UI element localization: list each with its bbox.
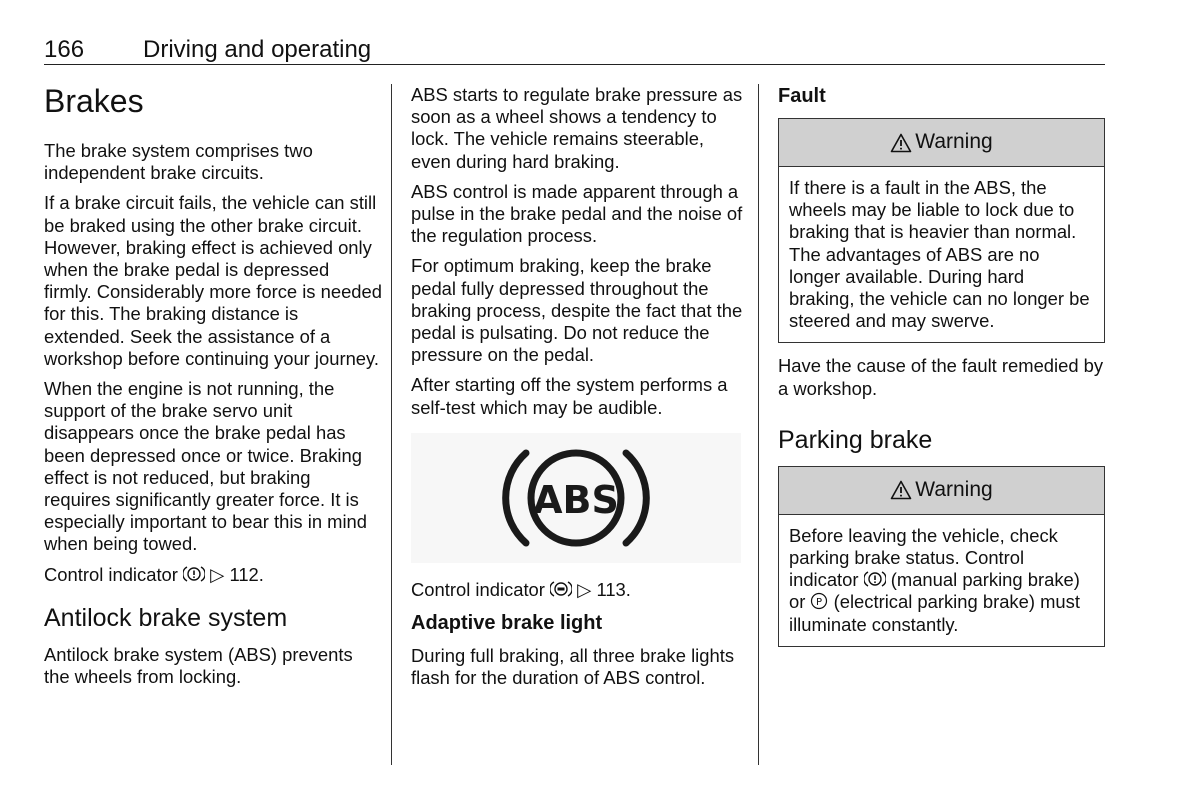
arrow-icon: ▷ (577, 578, 592, 600)
warning-box (778, 466, 1105, 647)
page-number: 166 (44, 36, 85, 63)
ci-label: Control indicator (411, 578, 545, 600)
warning-body (779, 515, 1104, 646)
control-indicator-ref (411, 579, 749, 601)
column-divider (391, 84, 392, 765)
brake-indicator-icon (183, 565, 205, 583)
paragraph: After starting off the system performs a self-test which may be audible. (411, 374, 728, 418)
page-reference[interactable]: 112. (229, 563, 264, 585)
abs-symbol-text: ABS (533, 477, 619, 522)
control-indicator-ref (44, 564, 382, 586)
heading-fault: Fault (778, 85, 826, 107)
paragraph: For optimum braking, keep the brake pedal fully depressed throughout the braking process, despite the fact that the pedal is pulsating. Do not reduce the pressure on the pedal. (411, 255, 743, 366)
paragraph: The brake system comprises two independent brake circuits. (44, 140, 313, 184)
paragraph: ABS control is made apparent through a pulse in the brake pedal and the noise of the regulation process. (411, 180, 743, 247)
paragraph: ABS starts to regulate brake pressure as soon as a wheel shows a tendency to lock. The vehicle remains steerable, even during hard braking. (411, 84, 743, 172)
column-3 (778, 84, 1105, 659)
warning-body: If there is a fault in the ABS, the wheels may be liable to lock due to braking that is heavier than normal. The advantages of ABS are no longer available. During hard braking, the vehicle can no longer be steered and may swerve. (789, 177, 1090, 332)
heading-parking-brake: Parking brake (778, 425, 933, 454)
warning-triangle-icon (890, 133, 912, 153)
ci-label: Control indicator (44, 563, 178, 585)
heading-adaptive-brake-light: Adaptive brake light (411, 612, 603, 635)
paragraph: When the engine is not running, the support of the brake servo unit disappears once the brake pedal has been depressed once or twice. Braking effect is not reduced, but braking requires significantly greater force. It is especially important to bear this in mind when being towed. (44, 378, 368, 555)
warning-triangle-icon (890, 480, 912, 500)
parking-brake-icon (810, 592, 828, 610)
heading-brakes: Brakes (44, 83, 144, 119)
svg-text:P: P (816, 597, 823, 609)
section-title: Driving and operating (143, 36, 372, 63)
warning-title: Warning (915, 478, 993, 502)
brake-indicator-icon (864, 570, 886, 588)
abs-symbol-illustration (411, 433, 741, 563)
paragraph: During full braking, all three brake lights flash for the duration of ABS control. (411, 645, 735, 689)
abs-indicator-icon (550, 580, 572, 598)
warning-text: (electrical parking brake) must illuminate constantly. (789, 591, 1080, 635)
paragraph: Have the cause of the fault remedied by a workshop. (778, 355, 1104, 399)
warning-text: Before leaving the vehicle, check parking brake status. Control indicator (789, 524, 1058, 591)
page-header (44, 34, 1105, 65)
paragraph: Antilock brake system (ABS) prevents the wheels from locking. (44, 643, 353, 688)
column-divider (758, 84, 759, 765)
warning-box (778, 118, 1105, 343)
abs-warning-icon (496, 439, 656, 557)
column-1 (44, 84, 382, 696)
heading-abs: Antilock brake system (44, 603, 288, 632)
warning-header (779, 119, 1104, 167)
paragraph: If a brake circuit fails, the vehicle can still be braked using the other brake circuit. However, braking effect is achieved only when the brake pedal is depressed firmly. Considerably more force is needed for this. The braking distance is extended. Seek the assistance of a workshop before continuing your journey. (44, 192, 382, 369)
arrow-icon: ▷ (210, 563, 225, 585)
warning-title: Warning (915, 130, 993, 154)
column-2 (411, 84, 749, 697)
warning-text: (manual parking brake) or (789, 569, 1080, 613)
page-reference[interactable]: 113. (596, 578, 631, 600)
warning-header (779, 467, 1104, 515)
